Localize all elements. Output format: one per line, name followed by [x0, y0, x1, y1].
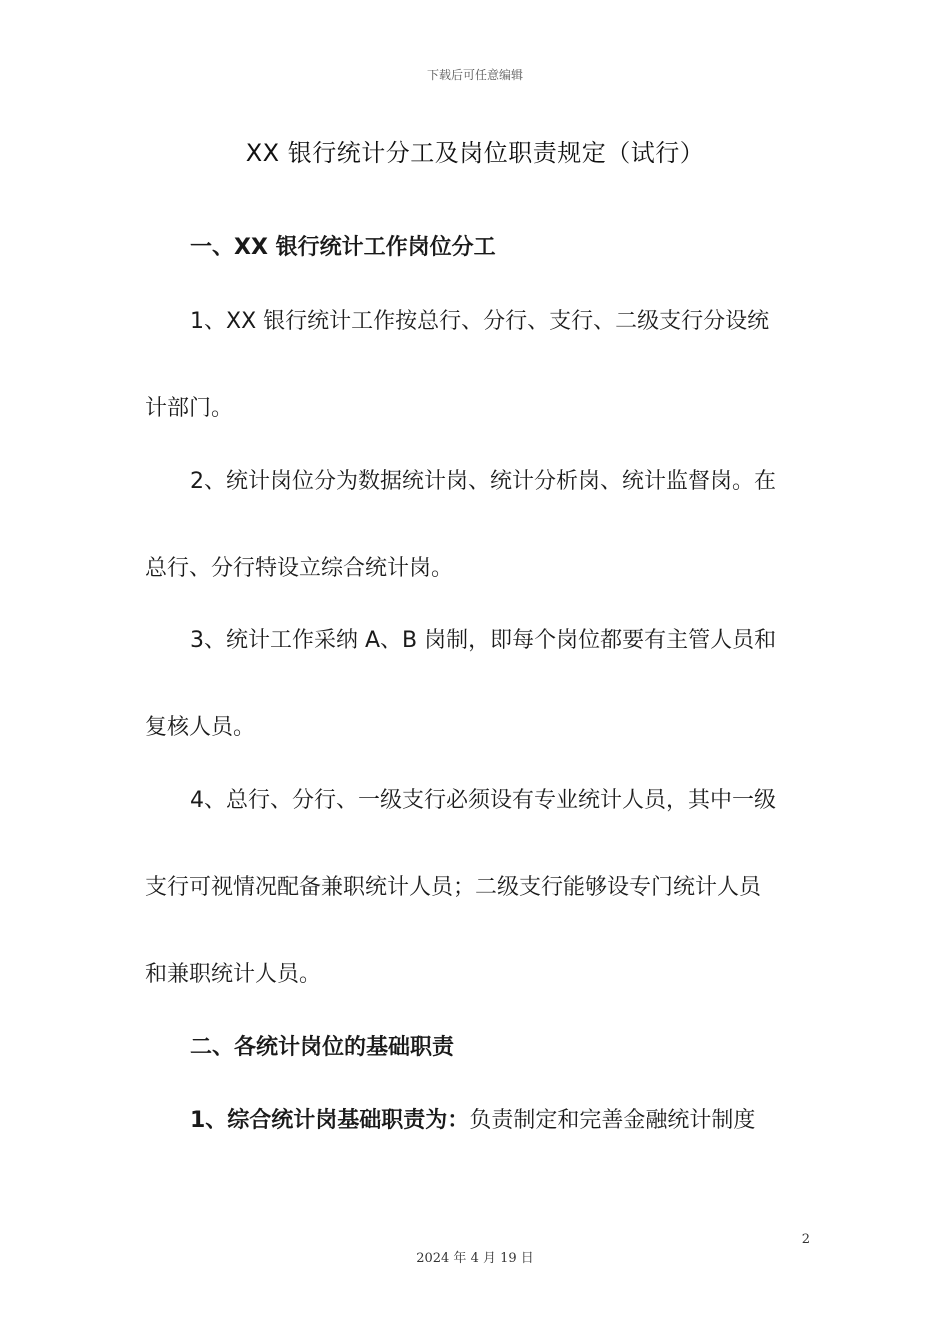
paragraph-5-line-1 — [190, 1101, 855, 1141]
paragraph-3-line-1: 3、统计工作采纳 A、B 岗制，即每个岗位都要有主管人员和 — [190, 628, 777, 653]
section-heading-2: 二、各统计岗位的基础职责 — [190, 1035, 455, 1060]
paragraph-4-line-3: 和兼职统计人员。 — [145, 962, 322, 987]
paragraph-5-text: 负责制定和完善金融统计制度 — [469, 1108, 756, 1133]
page-number: 2 — [801, 1232, 810, 1247]
document-title: XX 银行统计分工及岗位职责规定（试行） — [245, 139, 705, 167]
paragraph-2-line-1: 2、统计岗位分为数据统计岗、统计分析岗、统计监督岗。在 — [190, 469, 776, 494]
paragraph-2-line-2: 总行、分行特设立综合统计岗。 — [145, 556, 454, 581]
footer-date: 2024 年 4 月 19 日 — [416, 1251, 534, 1266]
paragraph-1-line-2: 计部门。 — [145, 396, 234, 421]
paragraph-5-lead: 1、综合统计岗基础职责为： — [190, 1108, 470, 1133]
section-heading-1: 一、XX 银行统计工作岗位分工 — [190, 235, 496, 260]
header-note: 下载后可任意编辑 — [426, 68, 523, 82]
paragraph-1-line-1: 1、XX 银行统计工作按总行、分行、支行、二级支行分设统 — [190, 309, 770, 334]
paragraph-4-line-2: 支行可视情况配备兼职统计人员；二级支行能够设专门统计人员 — [145, 875, 762, 900]
paragraph-3-line-2: 复核人员。 — [145, 715, 256, 740]
paragraph-4-line-1: 4、总行、分行、一级支行必须设有专业统计人员，其中一级 — [190, 788, 776, 813]
